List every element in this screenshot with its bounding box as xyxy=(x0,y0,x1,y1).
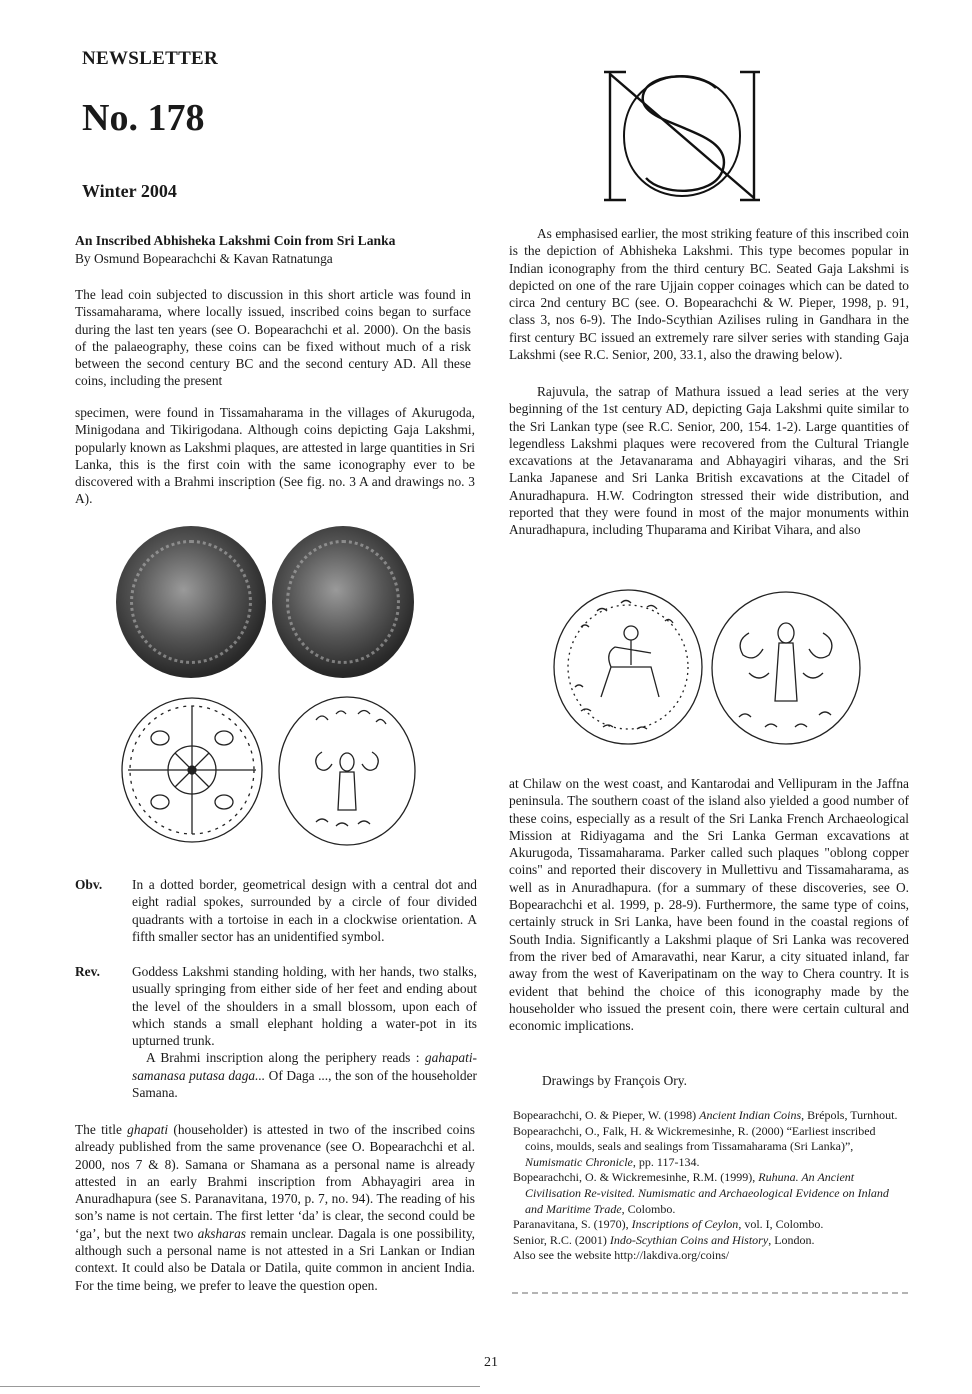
reference-item: Bopearachchi, O. & Wickremesinhe, R.M. (1999), Ruhuna. An Ancient Civilisation Re-visited. Numismatic and Archaeological Evidence on Inland and Maritime Trade, Colombo. xyxy=(513,1170,889,1216)
coin-drawing-reverse xyxy=(276,694,418,848)
reverse-description xyxy=(75,963,477,1101)
ons-logo xyxy=(604,66,760,204)
page-number: 21 xyxy=(484,1355,498,1370)
reverse-inscription-lead: A Brahmi inscription along the periphery reads : xyxy=(146,1050,420,1066)
article-paragraph-2: specimen, were found in Tissamaharama in the villages of Akurugoda, Minigodana and Tikirigodana. Although coins depicting Gaja Lakshmi, popularly known as Lakshmi plaques, are attested in large quantities in Sri Lanka, this is the first coin with the same iconography ever to be discovered with a Brahmi inscription (See fig. no. 3 A and drawings no. 3 A). xyxy=(75,405,475,507)
newsletter-label: NEWSLETTER xyxy=(82,48,219,69)
issue-number: No. 178 xyxy=(82,97,205,139)
azilises-coin-obverse-drawing xyxy=(551,587,705,747)
references-list xyxy=(513,1108,905,1264)
reverse-inscription-translation: Of Daga ..., the son of the householder Samana. xyxy=(132,1067,477,1101)
para3-tail: remain unclear. Dagala is one possibility, although such a personal name is not attested in a Sri Lankan or Indian context. It could also be Datala or Datila, quite common in ancient India. For the time being, we prefer to leave the question open. xyxy=(75,1225,475,1293)
para3-body: (householder) is attested in two of the inscribed coins already published from the same provenance (see O. Bopearachchi et al. 2000, nos 7 & 8). Samana or Shamana as a personal name is already attested in an early Brahmi inscription from Abhayagiri area in Anuradhapura (see S. Paranavitana, 1970, p. 7, no. 94). The reading of his son’s name is not certain. The first letter ‘da’ is clear, the second could be ‘ga’, but the next two xyxy=(75,1122,475,1241)
article-paragraph-1: The lead coin subjected to discussion in this short article was found in Tissamaharama, where locally issued, inscribed coins began to surface during the last ten years (see O. Bopearachchi et al. 2000). On the basis of the palaeography, these coins can be fixed without much of a risk between the second century BC and the second century AD. All these coins, including the present xyxy=(75,287,471,389)
para3-term-aksharas: aksharas xyxy=(197,1225,246,1241)
right-paragraph-1: As emphasised earlier, the most striking feature of this inscribed coin is the depiction of Abhisheka Lakshmi. This type becomes popular in Indian iconography from the third century BC. Seated Gaja Lakshmi is depicted on one of the rare Ujjain copper coinages which can be dated to circa 2nd century BC (see. O. Bopearachchi & W. Pieper, 1998, p. 91, class 3, nos 6-9). The Indo-Scythian Azilises ruling in Gandhara in the first century BC issued an extremely rare silver series with standing Gaja Lakshmi (see R.C. Senior, 200, 33.1, also the drawing below). xyxy=(509,226,909,363)
drawings-credit: Drawings by François Ory. xyxy=(542,1073,687,1088)
article-paragraph-3 xyxy=(75,1121,475,1294)
reverse-inscription-reading: gahapati-samanasa putasa daga... xyxy=(132,1050,477,1083)
right-paragraph-2: Rajuvula, the satrap of Mathura issued a lead series at the very beginning of the 1st century AD, depicting Gaja Lakshmi quite similar to the Sri Lankan type (see R.C. Senior, 200, 154. 1-2). Large quantities of legendless Lakshmi plaques were recovered from the Cultural Triangle excavations at the Jetavanarama and Abhayagiri viharas, and the Sri Lanka Japanese and Sri Lanka British excavations at the Citadel of Anuradhapura. H.W. Codrington stressed their wide distribution, and reported that they were found in most of the major monuments within Anuradhapura, including Thuparama and Kiribat Vihara, and also xyxy=(509,384,909,538)
reverse-inscription xyxy=(132,1049,477,1101)
right-paragraph-3: at Chilaw on the west coast, and Kantarodai and Vellipuram in the Jaffna peninsula. The southern coast of the island also yielded a good number of these coins, especially as a result of the Sri Lanka French Archaeological Mission at Ridiyagama and the Sri Lanka German excavations at Akurugoda, Tissamaharama. Parker called such plaques "oblong copper coins" and reported their discovery in Mullettivu and Tissamaharama, as well as in Anuradhapura. (for a summary of these discoveries, see O. Bopearachchi et al. 1999, p. 28-9). Furthermore, the same type of coins, certainly struck in Sri Lanka, have been found in the coastal regions of South India. Significantly a Lakshmi plaque of Sri Lanka was recovered from the river bed of Amaravathi, near Karur, a city situated inland, far away from the west of Kaveripatinam on the way to Chera country. It is evident that behind the choice of this iconography made by the householder who issued the present coin, there were certain cultural and economic implications. xyxy=(509,776,909,1034)
obverse-description xyxy=(75,876,477,945)
bottom-scan-line xyxy=(0,1386,480,1387)
reference-item: Bopearachchi, O. & Pieper, W. (1998) Ancient Indian Coins, Brépols, Turnhout. xyxy=(513,1108,898,1122)
reverse-label: Rev. xyxy=(75,964,100,979)
reverse-text: Goddess Lakshmi standing holding, with her hands, two stalks, usually springing from either side of her feet and ending about the level of the shoulders in a small blossom, upon each of which stands a small elephant holding a water-pot in its upturned trunk. xyxy=(132,964,477,1049)
coin-photo-obverse xyxy=(116,526,266,678)
article-title: An Inscribed Abhisheka Lakshmi Coin from Sri Lanka xyxy=(75,233,396,248)
reference-item: Senior, R.C. (2001) Indo-Scythian Coins and History, London. xyxy=(513,1232,815,1247)
ons-logo-mark xyxy=(604,66,760,204)
reference-item: Also see the website http://lakdiva.org/coins/ xyxy=(513,1248,730,1263)
para3-term-ghapati: ghapati xyxy=(127,1122,169,1137)
para3-lead: The title xyxy=(75,1122,122,1137)
reference-item: Bopearachchi, O., Falk, H. & Wickremesinhe, R. (2000) “Earliest inscribed coins, moulds, seals and sealings from Tissamaharama (Sri Lanka)”, Numismatic Chronicle, pp. 117-134. xyxy=(513,1123,876,1169)
issue-season: Winter 2004 xyxy=(82,181,177,201)
reference-item: Paranavitana, S. (1970), Inscriptions of Ceylon, vol. I, Colombo. xyxy=(513,1217,824,1232)
coin-drawing-obverse xyxy=(118,694,266,846)
obverse-label: Obv. xyxy=(75,877,103,892)
article-byline: By Osmund Bopearachchi & Kavan Ratnatunga xyxy=(75,251,333,266)
obverse-text: In a dotted border, geometrical design with a central dot and eight radial spokes, surrounded by a circle of four divided quadrants with a tortoise in each in a clockwise orientation. A fifth smaller sector has an unidentified symbol. xyxy=(132,877,477,944)
azilises-coin-reverse-drawing xyxy=(709,589,863,747)
scan-artifact-line xyxy=(512,1292,908,1294)
coin-photo-reverse xyxy=(272,526,414,678)
